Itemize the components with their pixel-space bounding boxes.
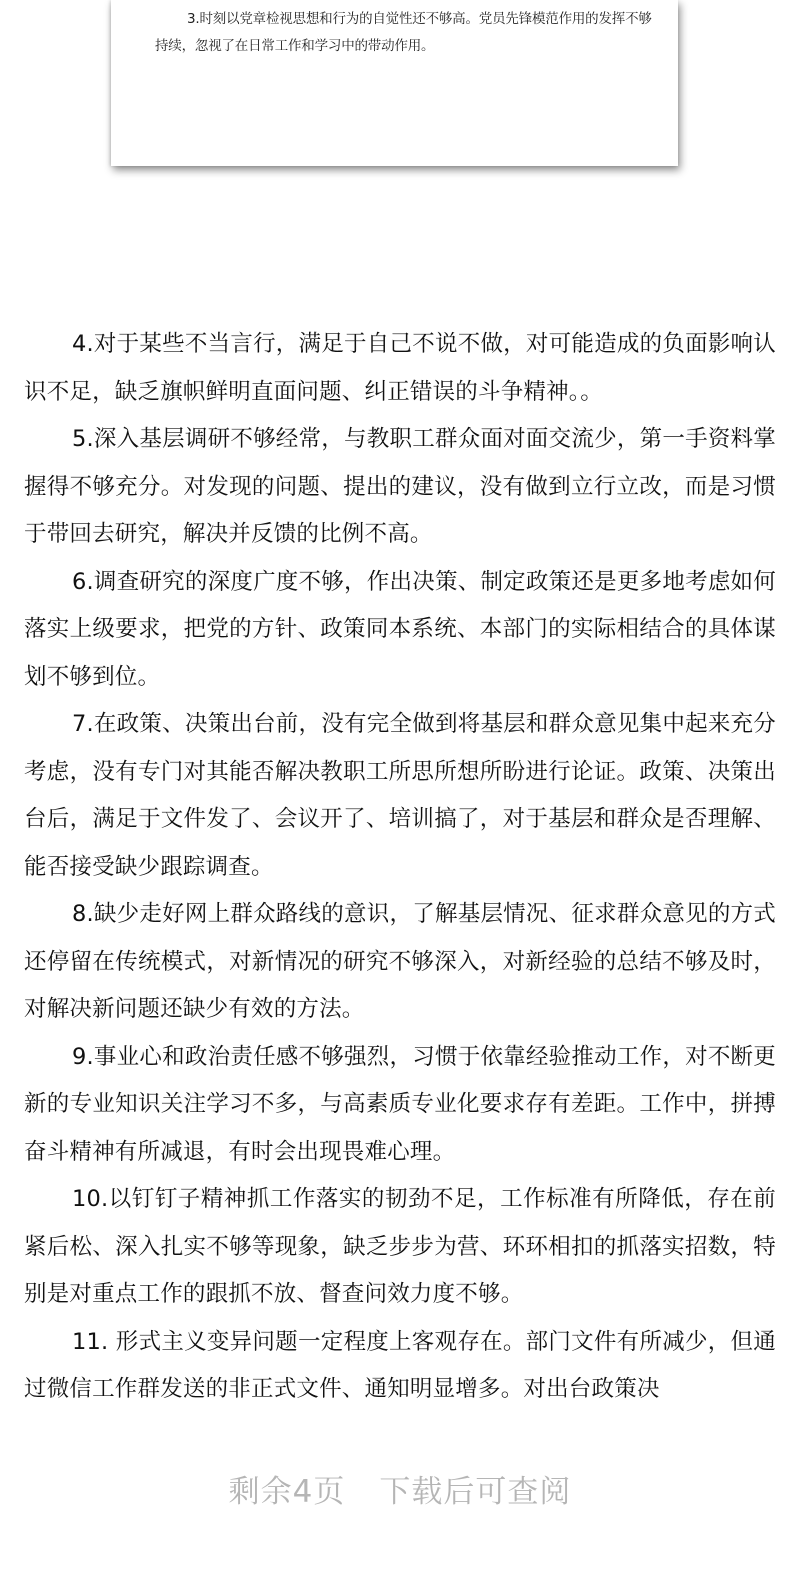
remaining-pages-notice[interactable] bbox=[0, 1466, 800, 1511]
paragraph-6: 6.调查研究的深度广度不够，作出决策、制定政策还是更多地考虑如何落实上级要求，把党的方针、政策同本系统、本部门的实际相结合的具体谋划不够到位。 bbox=[24, 568, 776, 690]
remaining-pages-label: 剩余4页 bbox=[228, 1474, 346, 1510]
paragraph-5: 5.深入基层调研不够经常，与教职工群众面对面交流少，第一手资料掌握得不够充分。对发现的问题、提出的建议，没有做到立行立改，而是习惯于带回去研究，解决并反馈的比例不高。 bbox=[24, 426, 776, 547]
preview-paragraph: 3.时刻以党章检视思想和行为的自觉性还不够高。党员先锋模范作用的发挥不够持续，忽视了在日常工作和学习中的带动作用。 bbox=[155, 11, 652, 54]
paragraph-4: 4.对于某些不当言行，满足于自己不说不做，对可能造成的负面影响认识不足，缺乏旗帜鲜明直面问题、纠正错误的斗争精神。。 bbox=[24, 331, 776, 405]
paragraph-10: 10.以钉钉子精神抓工作落实的韧劲不足，工作标准有所降低，存在前紧后松、深入扎实不够等现象，缺乏步步为营、环环相扣的抓落实招数，特别是对重点工作的跟抓不放、督查问效力度不够。 bbox=[24, 1186, 776, 1307]
paragraph-9: 9.事业心和政治责任感不够强烈，习惯于依靠经验推动工作，对不断更新的专业知识关注学习不多，与高素质专业化要求存有差距。工作中，拼搏奋斗精神有所减退，有时会出现畏难心理。 bbox=[24, 1043, 776, 1165]
paragraph-8: 8.缺少走好网上群众路线的意识，了解基层情况、征求群众意见的方式还停留在传统模式，对新情况的研究不够深入，对新经验的总结不够及时，对解决新问题还缺少有效的方法。 bbox=[24, 901, 776, 1022]
paragraph-7: 7.在政策、决策出台前，没有完全做到将基层和群众意见集中起来充分考虑，没有专门对其能否解决教职工所思所想所盼进行论证。政策、决策出台后，满足于文件发了、会议开了、培训搞了，对于基层和群众是否理解、能否接受缺少跟踪调查。 bbox=[24, 711, 776, 880]
download-hint-label: 下载后可查阅 bbox=[379, 1474, 572, 1510]
paragraph-11: 11. 形式主义变异问题一定程度上客观存在。部门文件有所减少，但通过微信工作群发送的非正式文件、通知明显增多。对出台政策决 bbox=[24, 1328, 776, 1402]
page-preview-card bbox=[111, 0, 678, 166]
document-body bbox=[24, 321, 776, 1414]
